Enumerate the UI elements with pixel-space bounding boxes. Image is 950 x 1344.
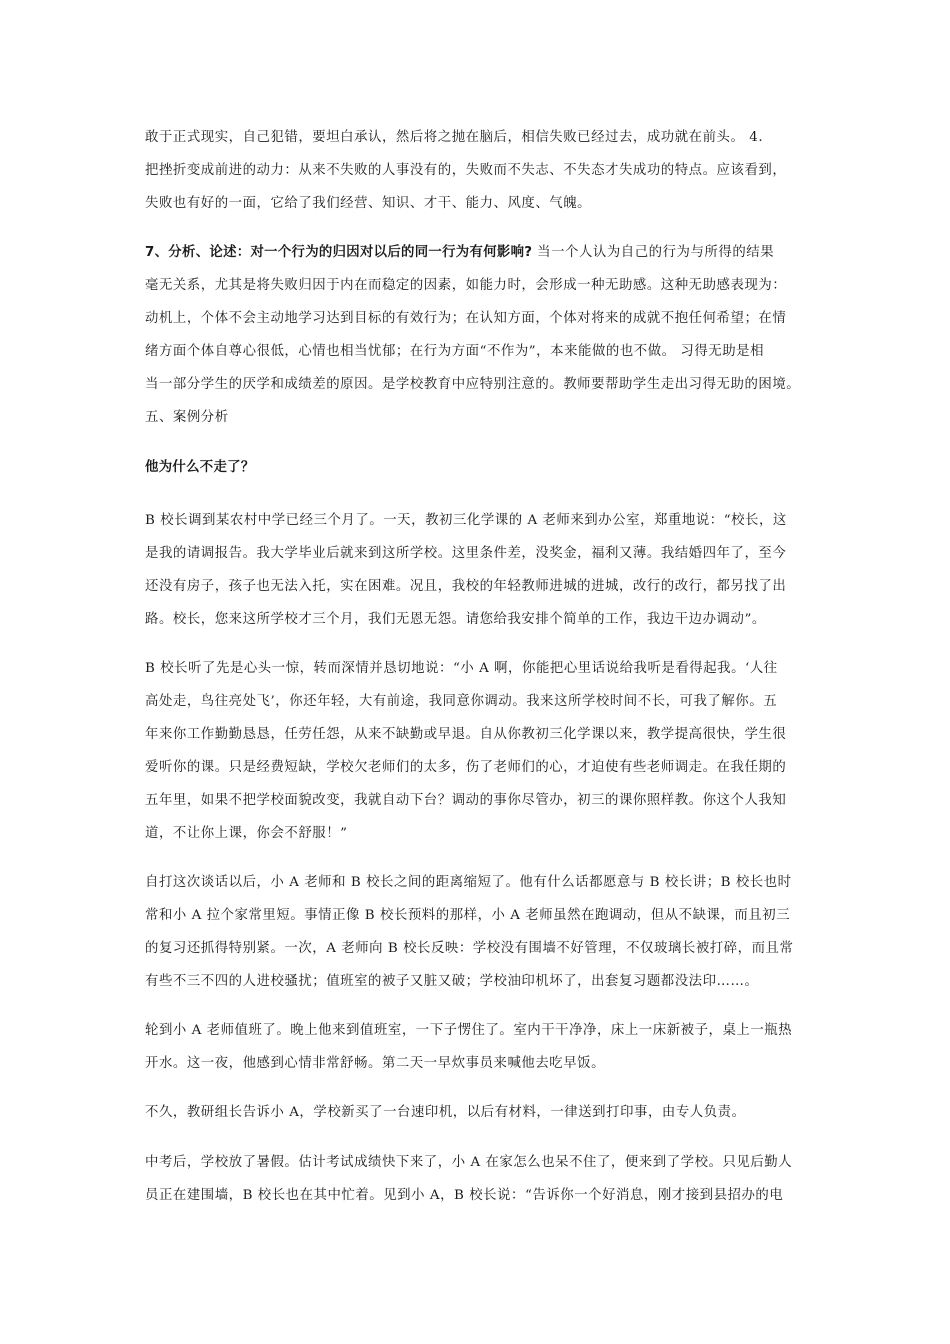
text-line: 的复习还抓得特别紧。一次，A 老师向 B 校长反映：学校没有围墙不好管理，不仅玻璃长被打碎，而且常 [145,941,794,956]
case-paragraph-2 [145,652,835,850]
case-paragraph-6 [145,1146,835,1212]
text-line: 把挫折变成前进的动力：从来不失败的人事没有的，失败而不失志、不失态才失成功的特点。应该看到， [145,163,787,178]
text-line: 不久，教研组长告诉小 A，学校新买了一台速印机，以后有材料，一律送到打印事，由专人负责。 [145,1105,746,1120]
text-line: 路。校长，您来这所学校才三个月，我们无恩无怨。请您给我安排个简单的工作，我边干边办调动”。 [145,612,766,627]
text-line: 毫无关系，尤其是将失败归因于内在而稳定的因素，如能力时，会形成一种无助感。这种无助感表现为： [145,278,787,293]
text-line: 年来你工作勤勤恳恳，任劳任怨，从来不缺勤或早退。自从你教初三化学课以来，教学提高很快，学生很 [145,727,787,742]
text-line: 敢于正式现实，自己犯错，要坦白承认，然后将之抛在脑后，相信失败已经过去，成功就在前头。 4. [145,130,764,145]
case-paragraph-1 [145,504,835,636]
text-line: 道，不让你上课，你会不舒服！” [145,826,348,841]
text-line: 员正在建围墙，B 校长也在其中忙着。见到小 A，B 校长说：“告诉你一个好消息，刚才接到县招办的电 [145,1188,784,1203]
text-line [145,236,835,269]
text-line: 爱听你的课。只是经费短缺，学校欠老师们的太多，伤了老师们的心，才迫使有些老师调走。在我任期的 [145,760,787,775]
section-title: 五、案例分析 [145,410,229,425]
case-title-block [145,451,835,484]
case-paragraph-3 [145,866,835,998]
paragraph-question-7 [145,236,835,434]
text-line: 是我的请调报告。我大学毕业后就来到这所学校。这里条件差，没奖金，福利又薄。我结婚四年了，至今 [145,546,787,561]
text-line: 动机上，个体不会主动地学习达到目标的有效行为；在认知方面，个体对将来的成就不抱任何希望；在情 [145,311,787,326]
text-line: 五年里，如果不把学校面貌改变，我就自动下台？调动的事你尽管办，初三的课你照样教。你这个人我知 [145,793,787,808]
paragraph-failure-coping [145,121,835,220]
text-line: 开水。这一夜，他感到心情非常舒畅。第二天一早炊事员来喊他去吃早饭。 [145,1056,606,1071]
text-line: 有些不三不四的人进校骚扰；值班室的被子又脏又破；学校油印机坏了，出套复习题都没法印……。 [145,974,759,989]
question-7-heading: 7、分析、论述：对一个行为的归因对以后的同一行为有何影响? [145,245,533,260]
question-7-answer-start: 当一个人认为自己的行为与所得的结果 [532,245,775,260]
text-line: B 校长听了先是心头一惊，转而深情并恳切地说：“小 A 啊，你能把心里话说给我听是看得起我。‘人往 [145,661,778,676]
text-line: 失败也有好的一面，它给了我们经营、知识、才干、能力、风度、气魄。 [145,196,592,211]
case-title: 他为什么不走了？ [145,460,255,475]
text-line: 高处走，鸟往亮处飞’，你还年轻，大有前途，我同意你调动。我来这所学校时间不长，可我了解你。五 [145,694,778,709]
text-line: 还没有房子，孩子也无法入托，实在困难。况且，我校的年轻教师进城的进城，改行的改行，都另找了出 [145,579,787,594]
text-line: 自打这次谈话以后，小 A 老师和 B 校长之间的距离缩短了。他有什么话都愿意与 B 校长讲；B 校长也时 [145,875,792,890]
text-line: 当一部分学生的厌学和成绩差的原因。是学校教育中应特别注意的。教师要帮助学生走出习得无助的困境。 [145,377,801,392]
text-line: 绪方面个体自尊心很低，心情也相当忧郁；在行为方面“不作为”，本来能做的也不做。 习得无助是相 [145,344,765,359]
text-line: 中考后，学校放了暑假。估计考试成绩快下来了，小 A 在家怎么也呆不住了，便来到了学校。只见后勤人 [145,1155,793,1170]
text-line: 常和小 A 拉个家常里短。事情正像 B 校长预料的那样，小 A 老师虽然在跑调动，但从不缺课，而且初三 [145,908,791,923]
case-paragraph-4 [145,1014,835,1080]
case-paragraph-5 [145,1096,835,1129]
text-line: 轮到小 A 老师值班了。晚上他来到值班室，一下子愣住了。室内干干净净，床上一床新被子，桌上一瓶热 [145,1023,793,1038]
text-line: B 校长调到某农村中学已经三个月了。一天，教初三化学课的 A 老师来到办公室，郑重地说：“校长，这 [145,513,787,528]
